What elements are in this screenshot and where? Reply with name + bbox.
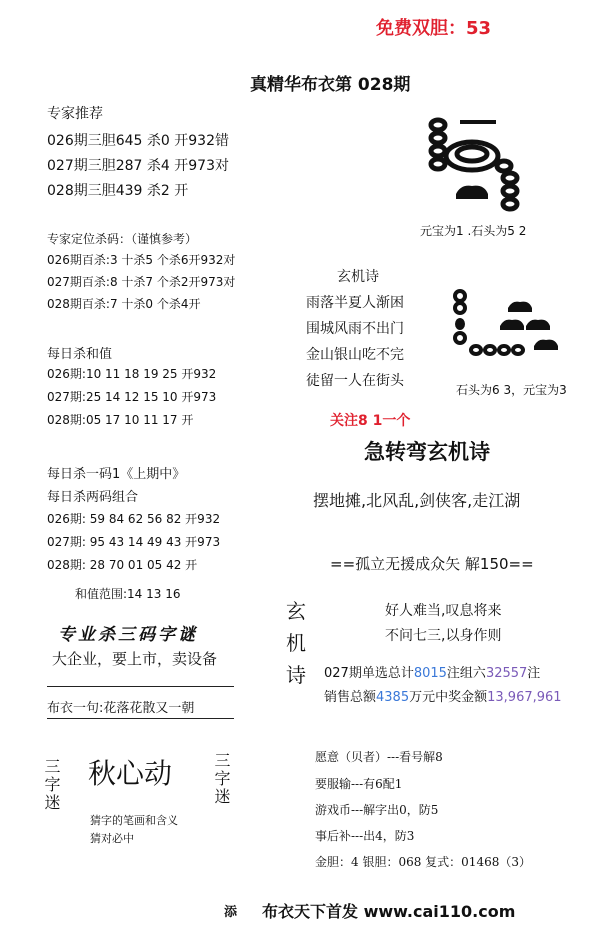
footer-prefix: 添: [224, 905, 238, 920]
xuanji-line: 不问七三,以身作则: [385, 628, 502, 644]
expert-heading: 专家推荐: [47, 106, 103, 122]
riddle-heading: 专业杀三码字谜: [58, 625, 198, 645]
sales-line-1: [324, 662, 540, 681]
golden-line: 金胆：4 银胆：068 复式：01468（3）: [315, 855, 531, 869]
position-kill-line: 026期百杀:3 十杀5 个杀6开932对: [47, 253, 236, 267]
expert-line: 026期三胆645 杀0 开932错: [47, 133, 229, 149]
sales-amount: 4385: [376, 690, 410, 705]
position-kill-heading: 专家定位杀码：（谨慎参考）: [47, 232, 198, 246]
expert-line: 027期三胆287 杀4 开973对: [47, 158, 229, 174]
stones-ingots-puzzle-image-2: [450, 286, 570, 361]
riddle-hint: 猜字的笔画和含义: [90, 814, 178, 827]
daily-sum-line: 027期:25 14 12 15 10 开973: [47, 390, 217, 404]
three-char-riddle-right: 三字迷: [212, 752, 231, 806]
daily-two-line: 028期: 28 70 01 05 42 开: [47, 558, 198, 572]
xuanji-line: 好人难当,叹息将来: [385, 603, 502, 619]
poem-line: 围城风雨不出门: [306, 321, 404, 337]
daily-sum-line: 028期:05 17 10 11 17 开: [47, 413, 194, 427]
expert-line: 028期三胆439 杀2 开: [47, 183, 189, 199]
position-kill-line: 027期百杀:8 十杀7 个杀2开973对: [47, 275, 236, 289]
daily-two-line: 027期: 95 43 14 49 43 开973: [47, 535, 221, 549]
buyi-line: 布衣一句:花落花散又一朝: [47, 701, 195, 716]
xuanji-char: 玄: [286, 599, 306, 623]
sales-label: 注: [527, 666, 541, 681]
clue-line: 事后补---出4，防3: [315, 829, 415, 843]
free-double-badge: 免费双胆：53: [376, 18, 492, 39]
turn-heading: 急转弯玄机诗: [364, 440, 490, 464]
daily-two-line: 026期: 59 84 62 56 82 开932: [47, 512, 221, 526]
clue-line: 游戏币---解字出0，防5: [315, 803, 439, 817]
daily-one-heading: 每日杀一码1《上期中》: [47, 467, 186, 482]
sales-line-2: [324, 686, 562, 705]
group-six-total: 32557: [485, 666, 528, 681]
sales-label: 销售总额: [324, 690, 377, 705]
daily-sum-line: 026期:10 11 18 19 25 开932: [47, 367, 217, 381]
poem-heading: 玄机诗: [337, 269, 379, 285]
clue-line: 愿意（贝者）---看号解8: [315, 750, 443, 764]
poem-line: 雨落半夏人渐困: [306, 295, 404, 311]
riddle-hint: 猜对必中: [90, 832, 134, 845]
page-title: 真精华布衣第 028期: [250, 75, 411, 95]
divider: [47, 718, 234, 719]
idiom-line: ==孤立无援成众矢 解150==: [330, 555, 534, 573]
daily-two-heading: 每日杀两码组合: [47, 490, 139, 505]
single-total: 8015: [413, 666, 447, 681]
sales-label: 万元中奖金额: [409, 690, 488, 705]
pic1-caption: 元宝为1 .石头为5 2: [420, 224, 527, 238]
divider: [47, 686, 234, 687]
pic2-caption: 石头为6 3，元宝为3: [456, 383, 567, 397]
xuanji-char: 诗: [286, 663, 306, 687]
poem-line: 金山银山吃不完: [306, 347, 404, 363]
clue-line: 要服输---有6配1: [315, 777, 403, 791]
poem-line: 徒留一人在街头: [306, 373, 404, 389]
daily-sum-heading: 每日杀和值: [47, 347, 113, 362]
prize-amount: 13,967,961: [487, 690, 562, 705]
three-char-riddle-left: 三字迷: [42, 758, 61, 812]
riddle-main: 秋心动: [88, 757, 173, 790]
riddle-text: 大企业，要上市，卖设备: [52, 650, 218, 668]
turn-text: 摆地摊,北风乱,剑侠客,走江湖: [313, 491, 521, 510]
sales-label: 027期单选总计: [324, 666, 414, 681]
focus-note: 关注8 1一个: [330, 413, 411, 429]
sales-label: 注组六: [446, 666, 486, 681]
sum-range: 和值范围:14 13 16: [75, 587, 181, 601]
stones-ingots-puzzle-image: [420, 108, 540, 218]
xuanji-char: 机: [286, 631, 306, 655]
footer-site: 布衣天下首发 www.cai110.com: [262, 902, 516, 921]
position-kill-line: 028期百杀:7 十杀0 个杀4开: [47, 297, 201, 311]
